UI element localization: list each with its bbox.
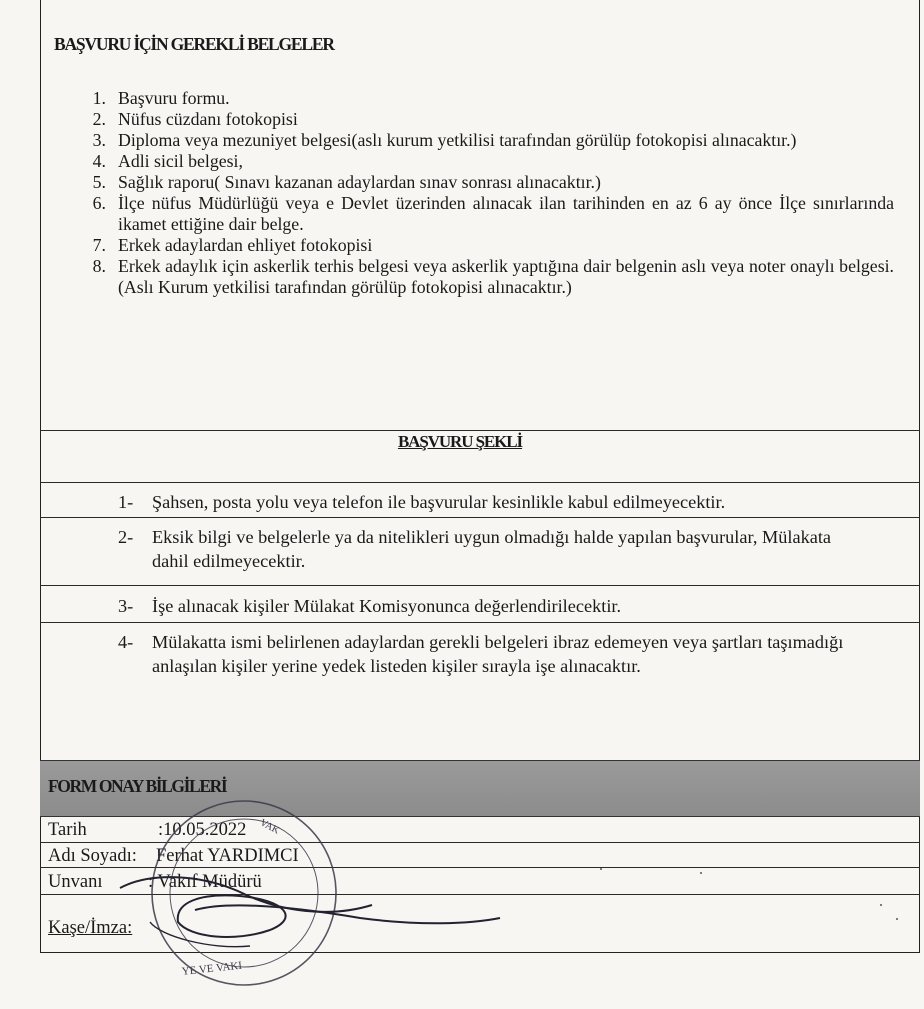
rule-number: 2- [118, 527, 134, 547]
scan-speck [700, 872, 702, 874]
application-title: BAŞVURU ŞEKLİ [397, 432, 523, 451]
divider [40, 622, 920, 623]
approval-title: FORM ONAY BİLGİLERİ [48, 776, 227, 796]
divider [40, 842, 920, 843]
item-text: Başvuru formu. [118, 88, 230, 108]
scan-speck [896, 918, 898, 920]
requirement-item [82, 193, 894, 235]
item-number: 2. [92, 109, 106, 129]
item-number: 5. [92, 172, 106, 192]
item-text: Adli sicil belgesi, [118, 151, 243, 171]
requirements-list [82, 88, 894, 298]
requirement-item [82, 109, 894, 130]
rule-number: 1- [118, 492, 134, 512]
name-value: Ferhat YARDIMCI [156, 846, 299, 866]
item-text: Nüfus cüzdanı fotokopisi [118, 109, 298, 129]
divider [40, 430, 920, 431]
signature-label: Kaşe/İmza: [48, 918, 133, 938]
job-title-label: Unvanı [48, 872, 103, 892]
requirement-item [82, 151, 894, 172]
application-title-row [0, 432, 924, 452]
item-text: Sağlık raporu( Sınavı kazanan adaylardan sınav sonrası alınacaktır.) [118, 172, 601, 192]
item-text: Diploma veya mezuniyet belgesi(aslı kurum yetkilisi tarafından görülüp fotokopisi alınacaktır.) [118, 130, 797, 150]
divider [40, 867, 920, 868]
item-number: 1. [92, 88, 106, 108]
requirement-item [82, 88, 894, 109]
requirement-item [82, 172, 894, 193]
item-number: 7. [92, 235, 106, 255]
rule-number: 4- [118, 632, 134, 652]
requirement-item [82, 130, 894, 151]
item-text: Erkek adaylık için askerlik terhis belgesi veya askerlik yaptığına dair belgenin aslı veya noter onaylı belgesi.(Aslı Kurum yetkilisi tarafından görülüp fotokopisi alınacaktır.) [118, 256, 894, 297]
divider [40, 482, 920, 483]
item-text: İlçe nüfus Müdürlüğü veya e Devlet üzerinden alınacak ilan tarihinden en az 6 ay önce İlçe sınırlarında ikamet ettiğine dair belge. [118, 193, 894, 234]
rule-text: Mülakatta ismi belirlenen adaylardan gerekli belgeleri ibraz edemeyen veya şartları taşımadığı anlaşılan kişiler yerine yedek listeden kişiler sırayla işe alınacaktır. [152, 632, 844, 676]
job-title-value: : Vakıf Müdürü [148, 872, 262, 892]
item-number: 3. [92, 130, 106, 150]
rule-text: Şahsen, posta yolu veya telefon ile başvurular kesinlikle kabul edilmeyecektir. [152, 492, 726, 512]
scan-speck [880, 904, 882, 906]
date-label: Tarih [48, 820, 87, 840]
requirement-item [82, 256, 894, 298]
requirement-item [82, 235, 894, 256]
rule-text: İşe alınacak kişiler Mülakat Komisyonunca değerlendirilecektir. [152, 596, 622, 616]
item-number: 8. [92, 256, 106, 276]
divider [40, 585, 920, 586]
scan-speck [600, 868, 602, 870]
divider [40, 894, 920, 895]
name-label: Adı Soyadı: [48, 846, 137, 866]
item-number: 6. [92, 193, 106, 213]
item-number: 4. [92, 151, 106, 171]
item-text: Erkek adaylardan ehliyet fotokopisi [118, 235, 373, 255]
stamp-text: YE VE VAKI [181, 959, 243, 978]
divider [40, 517, 920, 518]
stamp-text: VAK [257, 817, 282, 837]
rule-number: 3- [118, 596, 134, 616]
rule-text: Eksik bilgi ve belgelerle ya da nitelikleri uygun olmadığı halde yapılan başvurular, Mülakata dahil edilmeyecektir. [152, 527, 832, 571]
date-value: :10.05.2022 [158, 820, 247, 840]
requirements-title: BAŞVURU İÇİN GEREKLİ BELGELER [54, 34, 334, 54]
